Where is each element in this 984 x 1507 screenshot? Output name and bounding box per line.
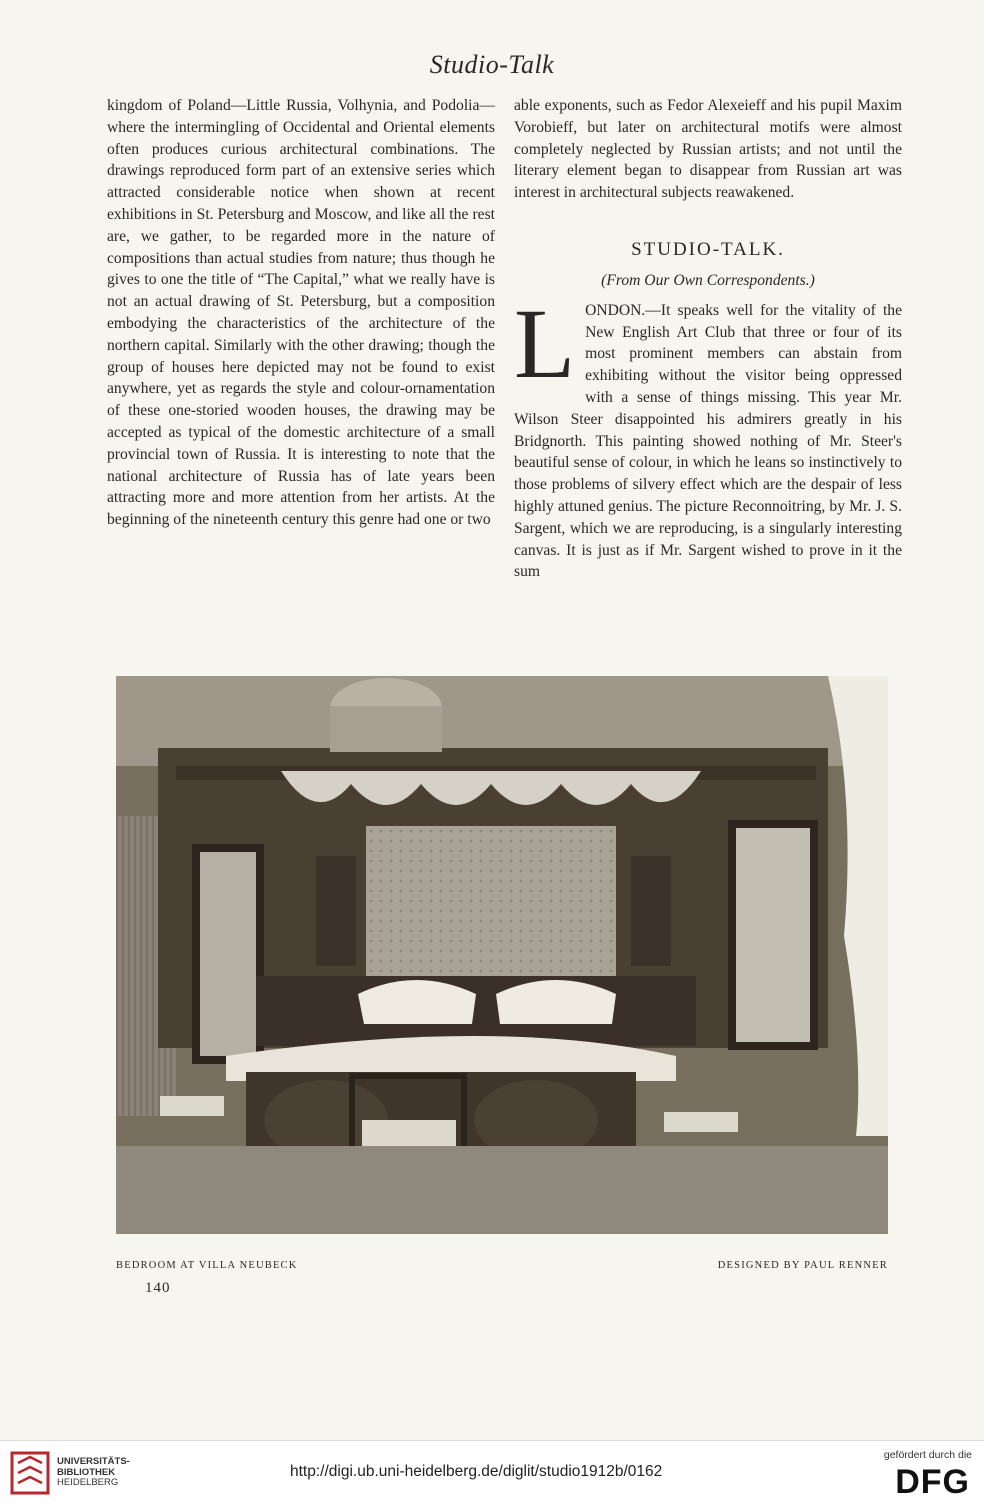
left-column <box>107 95 495 531</box>
caption-right: DESIGNED BY PAUL RENNER <box>717 1260 888 1271</box>
funded-by-label: gefördert durch die <box>883 1449 972 1461</box>
section-title: STUDIO-TALK. <box>631 238 785 260</box>
running-head: Studio-Talk <box>429 50 555 79</box>
page-number: 140 <box>145 1280 171 1296</box>
right-column <box>514 95 902 583</box>
right-column-intro: able exponents, such as Fedor Alexeieff and his pupil Maxim Vorobieff, but later on architectural motifs were almost completely neglected by Russian artists; and not until the literary element began to disappear from Russian art was interest in architectural subjects reawakened. <box>514 97 902 202</box>
library-name <box>57 1457 130 1489</box>
bedroom-photograph <box>116 676 888 1234</box>
section-subtitle: (From Our Own Correspondents.) <box>601 271 815 289</box>
right-column-body-text: ONDON.—It speaks well for the vitality of the New English Art Club that three or four of its most prominent members can abstain from exhibiting without the visitor being oppressed with a sense of things missing. This year Mr. Wilson Steer disappointed his admirers greatly in his Bridgnorth. This painting showed nothing of Mr. Steer's beautiful sense of colour, in which he leans so instinctively to those problems of silvery effect which are the despair of less highly attuned genius. The picture Reconnoitring, by Mr. J. S. Sargent, which we are reproducing, is a singularly interesting canvas. It is just as if Mr. Sargent wished to prove in it the sum <box>514 301 902 581</box>
library-name-line2: BIBLIOTHEK <box>57 1466 116 1478</box>
footer-bar <box>0 1440 984 1507</box>
university-library-logo-icon <box>8 1449 52 1497</box>
drop-cap: L <box>514 287 576 399</box>
caption-left: BEDROOM AT VILLA NEUBECK <box>116 1260 298 1271</box>
library-name-line1: UNIVERSITÄTS- <box>57 1456 130 1467</box>
source-url-link[interactable]: http://digi.ub.uni-heidelberg.de/diglit/studio1912b/0162 <box>290 1463 663 1480</box>
left-column-text: kingdom of Poland—Little Russia, Volhynia, and Podolia—where the intermingling of Occidental and Oriental elements often produces curious architectural combinations. The drawings reproduced form part of an extensive series which attracted considerable notice when shown at recent exhibitions in St. Petersburg and Moscow, and like all the rest are, we gather, to be regarded more in the nature of compositions than actual studies from nature; thus though he gives to one the title of “The Capital,” what we really have is not an actual drawing of St. Petersburg, but a composition embodying the characteristics of the architecture of the northern capital. Similarly with the other drawing; though the group of houses here depicted may not be found to exist anywhere, yet as regards the style and colour-ornamentation of these one-storied wooden houses, the drawing may be accepted as typical of the domestic architecture of a small provincial town of Russia. It is interesting to note that the national architecture of Russia has of late years been attracting more and more attention from her artists. At the beginning of the nineteenth century this genre had one or two <box>107 97 495 529</box>
right-column-body <box>514 287 902 583</box>
library-name-line3: HEIDELBERG <box>57 1477 119 1488</box>
bedroom-photo-illustration <box>116 676 888 1234</box>
dfg-logo: DFG <box>895 1463 970 1501</box>
